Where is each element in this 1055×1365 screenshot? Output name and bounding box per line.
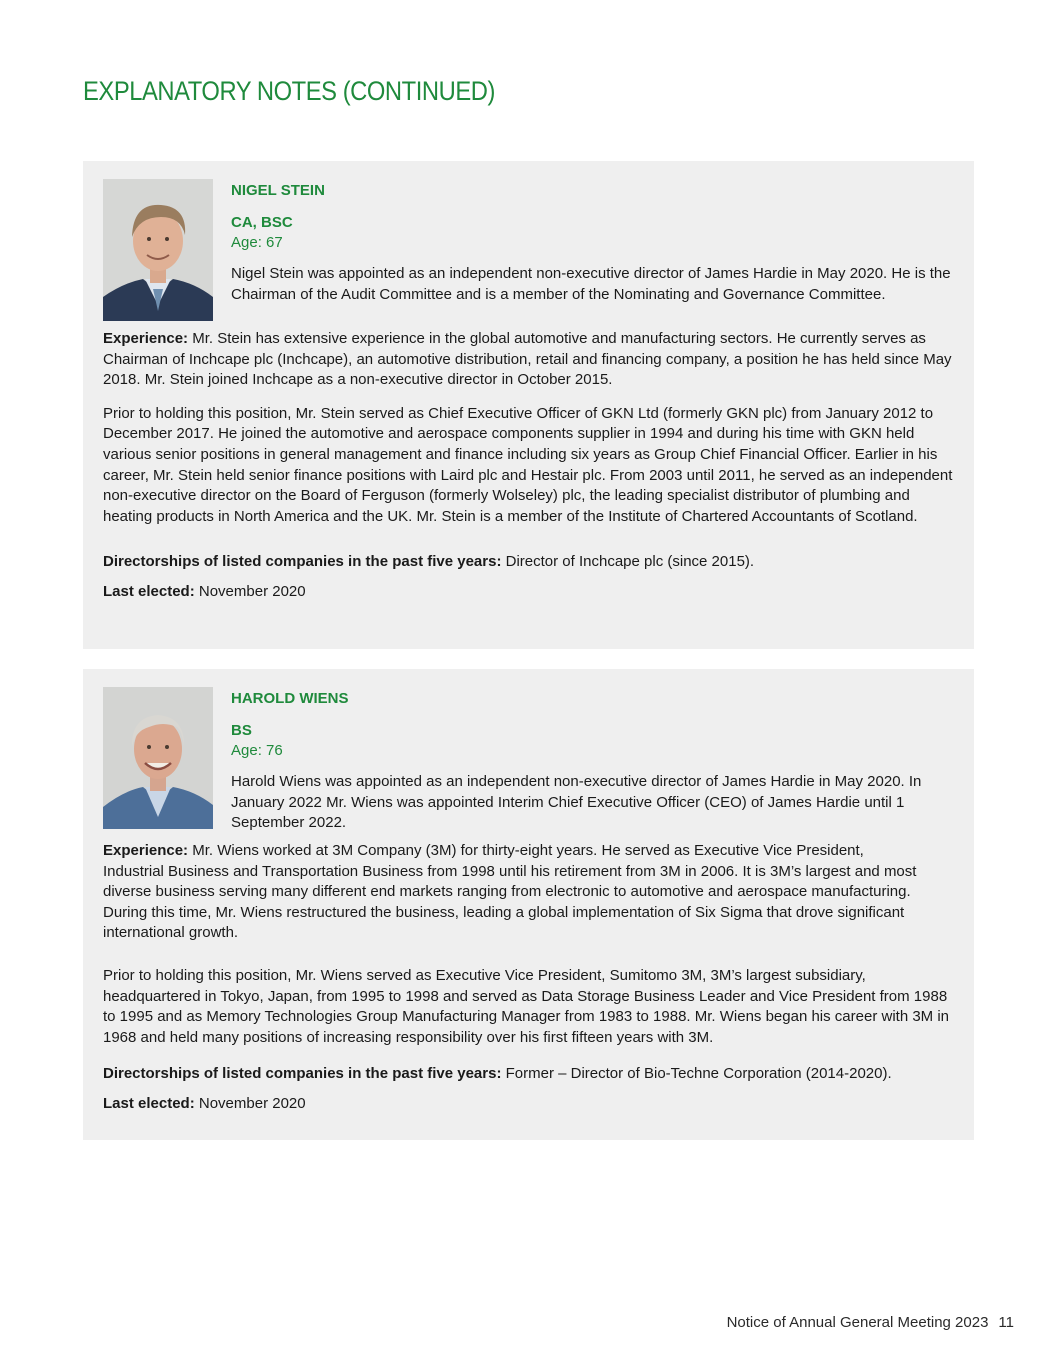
directorships-text: Director of Inchcape plc (since 2015). <box>501 553 755 571</box>
prior-roles-paragraph: Prior to holding this position, Mr. Wiens served as Executive Vice President, Sumitomo 3M, 3M’s largest subsidiary, headquartered in Tokyo, Japan, from 1995 to 1998 and served as Data Storage Business Leader and Vice President from 1988 to 1995 and as Memory Technologies Group Manufacturing Manager from 1983 to 1988. Mr. Wiens began his career with 3M in 1968 and held many positions of increasing responsibility over his first fifteen years with 3M. <box>103 966 950 1046</box>
director-age: Age: 67 <box>231 234 283 251</box>
experience-label: Experience: <box>103 842 189 859</box>
experience-paragraph <box>103 329 958 391</box>
last-elected-label: Last elected: <box>103 583 195 601</box>
director-photo <box>103 687 213 829</box>
experience-text: Mr. Stein has extensive experience in the global automotive and manufacturing sectors. He currently serves as Chairman of Inchcape plc (Inchcape), an automotive distribution, retail and financing company, a position he has held since May 2018. Mr. Stein joined Inchcape as a non-executive director in October 2015. <box>103 330 952 389</box>
page-footer <box>727 1314 1014 1331</box>
director-card-harold-wiens <box>83 669 974 1140</box>
director-age: Age: 76 <box>231 742 283 759</box>
director-qualifications: CA, BSC <box>231 214 293 231</box>
last-elected-text: November 2020 <box>194 1095 306 1113</box>
last-elected-line <box>103 582 958 602</box>
experience-text: Mr. Wiens worked at 3M Company (3M) for thirty-eight years. He served as Executive Vice President, Industrial Business and Transportation Business from 1998 until his retirement from 3M in 2006. It is 3M’s largest and most diverse business serving many different end markets ranging from electronic to automotive and aerospace manufacturing. During this time, Mr. Wiens restructured the business, leading a global implementation of Six Sigma that drove significant international growth. <box>103 842 917 942</box>
director-intro: Harold Wiens was appointed as an independent non-executive director of James Hardie in May 2020. In January 2022 Mr. Wiens was appointed Interim Chief Executive Officer (CEO) of James Hardie until 1 September 2022. <box>231 773 922 832</box>
directorships-label: Directorships of listed companies in the past five years: <box>103 553 502 571</box>
director-card-nigel-stein <box>83 161 974 649</box>
director-name: HAROLD WIENS <box>231 690 349 707</box>
last-elected-label: Last elected: <box>103 1095 195 1113</box>
prior-roles-paragraph: Prior to holding this position, Mr. Stein served as Chief Executive Officer of GKN Ltd (formerly GKN plc) from January 2012 to December 2017. He joined the automotive and aerospace components supplier in 1994 and during his time with GKN held various senior positions in general management and finance including six years as Group Chief Financial Officer. Earlier in his career, Mr. Stein held senior finance positions with Laird plc and Hestair plc. From 2003 until 2011, he served as an independent non-executive director on the Board of Ferguson (formerly Wolseley) plc, the leading specialist distributor of plumbing and heating products in North America and the UK. Mr. Stein is a member of the Institute of Chartered Accountants of Scotland. <box>103 404 953 525</box>
directorships-label: Directorships of listed companies in the past five years: <box>103 1065 502 1083</box>
page-title: EXPLANATORY NOTES (CONTINUED) <box>83 76 495 106</box>
footer-document-name: Notice of Annual General Meeting 2023 <box>726 1314 989 1331</box>
director-qualifications: BS <box>231 722 252 739</box>
director-name: NIGEL STEIN <box>231 182 325 199</box>
page-number: 11 <box>998 1314 1014 1331</box>
last-elected-line <box>103 1094 958 1114</box>
experience-paragraph <box>103 841 923 944</box>
director-header <box>231 179 958 321</box>
director-intro: Nigel Stein was appointed as an independent non-executive director of James Hardie in May 2020. He is the Chairman of the Audit Committee and is a member of the Nominating and Governance Committee. <box>231 265 951 303</box>
experience-label: Experience: <box>103 330 189 347</box>
directorships-line <box>103 552 958 572</box>
last-elected-text: November 2020 <box>194 583 306 601</box>
director-photo <box>103 179 213 321</box>
directorships-text: Former – Director of Bio-Techne Corporation (2014-2020). <box>501 1065 892 1083</box>
directorships-line <box>103 1064 958 1084</box>
director-header <box>231 687 958 832</box>
